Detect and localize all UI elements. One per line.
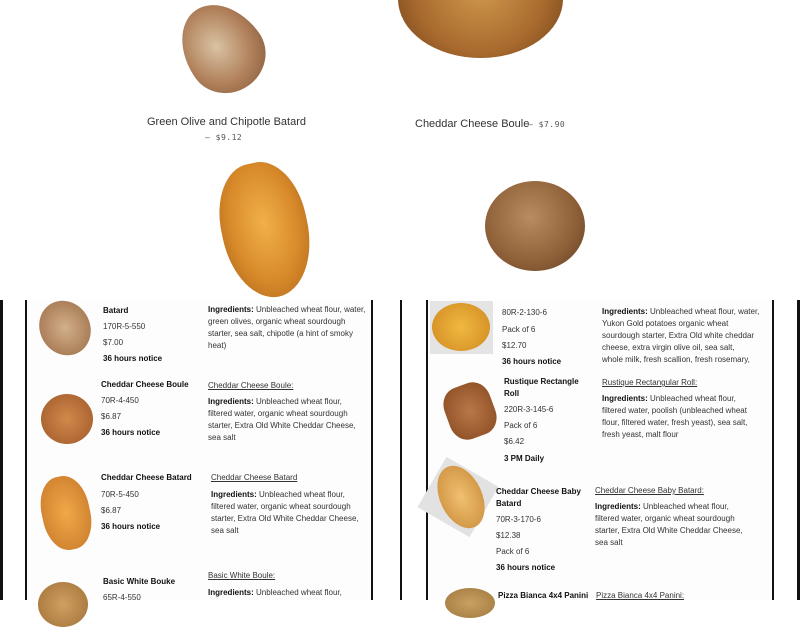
cheddar-batard-image[interactable]: [209, 155, 321, 306]
item-price: $12.38: [496, 531, 521, 540]
ingredients-line: sea salt: [208, 433, 236, 442]
ingredients-line: Unbleached wheat flour,: [253, 588, 342, 597]
product-title-0[interactable]: Green Olive and Chipotle Batard: [147, 116, 306, 128]
ingredients-label: Ingredients:: [208, 588, 254, 597]
ingredients: [211, 489, 359, 537]
item-link[interactable]: Basic White Boule:: [208, 571, 276, 580]
ingredients-line: sea salt: [595, 538, 623, 547]
item-link[interactable]: Rustique Rectangular Roll:: [602, 378, 698, 387]
ingredients-line: sourdough starter, Extra Old white cheddar: [602, 331, 755, 340]
divider: [25, 300, 27, 600]
ingredients-label: Ingredients:: [595, 502, 641, 511]
ingredients-line: Unbleached wheat flour,: [253, 397, 342, 406]
item-name: Pizza Bianca 4x4 Panini: [498, 591, 589, 600]
ingredients-label: Ingredients:: [602, 394, 648, 403]
ingredients-line: starter, sea salt, chipotle (a hint of smoky: [208, 329, 353, 338]
ingredients-line: starter, Extra Old White Cheddar Cheese,: [595, 526, 743, 535]
ingredients: [602, 393, 747, 441]
cheddar-boule-thumb: [41, 394, 93, 444]
item-pack: Pack of 6: [504, 421, 538, 430]
ingredients-line: flour, filtered water, fresh yeast), sea salt,: [602, 418, 748, 427]
item-notice: 36 hours notice: [502, 357, 562, 366]
ingredients-line: Unbleached wheat flour,: [640, 502, 729, 511]
item-notice: 36 hours notice: [496, 563, 556, 572]
ingredients-line: Unbleached wheat flour,: [256, 490, 345, 499]
item-link[interactable]: Cheddar Cheese Boule:: [208, 381, 294, 390]
item-price: $6.87: [101, 506, 122, 515]
divider: [371, 300, 373, 600]
ingredients-line: Unbleached wheat flour, water,: [647, 307, 760, 316]
product-price-0: — $9.12: [205, 133, 243, 142]
item-code: 70R-3-170-6: [496, 515, 541, 524]
pizza-bianca-thumb: [445, 588, 495, 618]
item-name: Cheddar Cheese Boule: [101, 380, 189, 389]
divider: [772, 300, 774, 600]
ingredients: [595, 501, 743, 549]
ingredients-label: Ingredients:: [208, 305, 254, 314]
ingredients-line: starter, Extra Old White Cheddar Cheese,: [211, 514, 359, 523]
item-link[interactable]: Pizza Bianca 4x4 Panini:: [596, 591, 685, 600]
item-price: $12.70: [502, 341, 527, 350]
item-code: 80R-2-130-6: [502, 308, 547, 317]
basic-boule-thumb: [38, 582, 88, 627]
item-name: Rustique Rectangle Roll: [504, 377, 579, 398]
cheddar-boule-image[interactable]: [398, 0, 563, 58]
item-name: Basic White Bouke: [103, 577, 176, 586]
divider: [0, 300, 3, 600]
item-code: 170R-5-550: [103, 322, 146, 331]
item-name: Cheddar Cheese Batard: [101, 473, 192, 482]
ingredients-label: Ingredients:: [208, 397, 254, 406]
item-name: Batard: [103, 306, 129, 315]
ingredients: [602, 306, 759, 366]
item-notice: 3 PM Daily: [504, 454, 545, 463]
item-price: $7.00: [103, 338, 124, 347]
ingredients-line: heat): [208, 341, 227, 350]
ingredients: [208, 587, 342, 599]
ingredients-label: Ingredients:: [211, 490, 257, 499]
item-link[interactable]: Cheddar Cheese Batard: [211, 473, 298, 482]
ingredients-label: Ingredients:: [602, 307, 648, 316]
item-price: $6.87: [101, 412, 122, 421]
product-title-1[interactable]: Cheddar Cheese Boule: [415, 118, 530, 130]
item-code: 70R-5-450: [101, 490, 139, 499]
item-link[interactable]: Cheddar Cheese Baby Batard:: [595, 486, 704, 495]
ingredients-line: filtered water, organic wheat sourdough: [211, 502, 351, 511]
item-name: Cheddar Cheese Baby Batard: [496, 487, 581, 508]
item-notice: 36 hours notice: [101, 428, 161, 437]
ingredients: [208, 304, 365, 352]
item-price: $6.42: [504, 437, 525, 446]
ingredients-line: starter, Extra Old White Cheddar Cheese,: [208, 421, 356, 430]
basic-boule-image[interactable]: [485, 181, 585, 271]
ingredients-line: Unbleached wheat flour, water,: [253, 305, 366, 314]
ingredients: [208, 396, 356, 444]
ingredients-line: fresh yeast, malt flour: [602, 430, 679, 439]
divider: [400, 300, 402, 600]
potato-roll-thumb: [430, 301, 493, 354]
item-code: 220R-3-145-6: [504, 405, 554, 414]
ingredients-line: Yukon Gold potatoes organic wheat: [602, 319, 729, 328]
ingredients-line: Unbleached wheat flour,: [647, 394, 736, 403]
ingredients-line: cheese, extra virgin olive oil, sea salt,: [602, 343, 735, 352]
ingredients-line: sea salt: [211, 526, 239, 535]
ingredients-line: filtered water, organic wheat sourdough: [595, 514, 735, 523]
ingredients-line: filtered water, organic wheat sourdough: [208, 409, 348, 418]
item-code: 65R-4-550: [103, 593, 141, 602]
ingredients-line: whole milk, fresh scallion, fresh rosemary,: [602, 355, 750, 364]
ingredients-line: filtered water, poolish (unbleached wheat: [602, 406, 747, 415]
divider: [426, 300, 428, 600]
item-notice: 36 hours notice: [103, 354, 163, 363]
item-pack: Pack of 6: [496, 547, 530, 556]
ingredients-line: green olives, organic wheat sourdough: [208, 317, 346, 326]
item-code: 70R-4-450: [101, 396, 139, 405]
green-olive-batard-image[interactable]: [164, 0, 281, 108]
item-notice: 36 hours notice: [101, 522, 161, 531]
product-price-1: — $7.90: [528, 120, 566, 129]
item-pack: Pack of 6: [502, 325, 536, 334]
